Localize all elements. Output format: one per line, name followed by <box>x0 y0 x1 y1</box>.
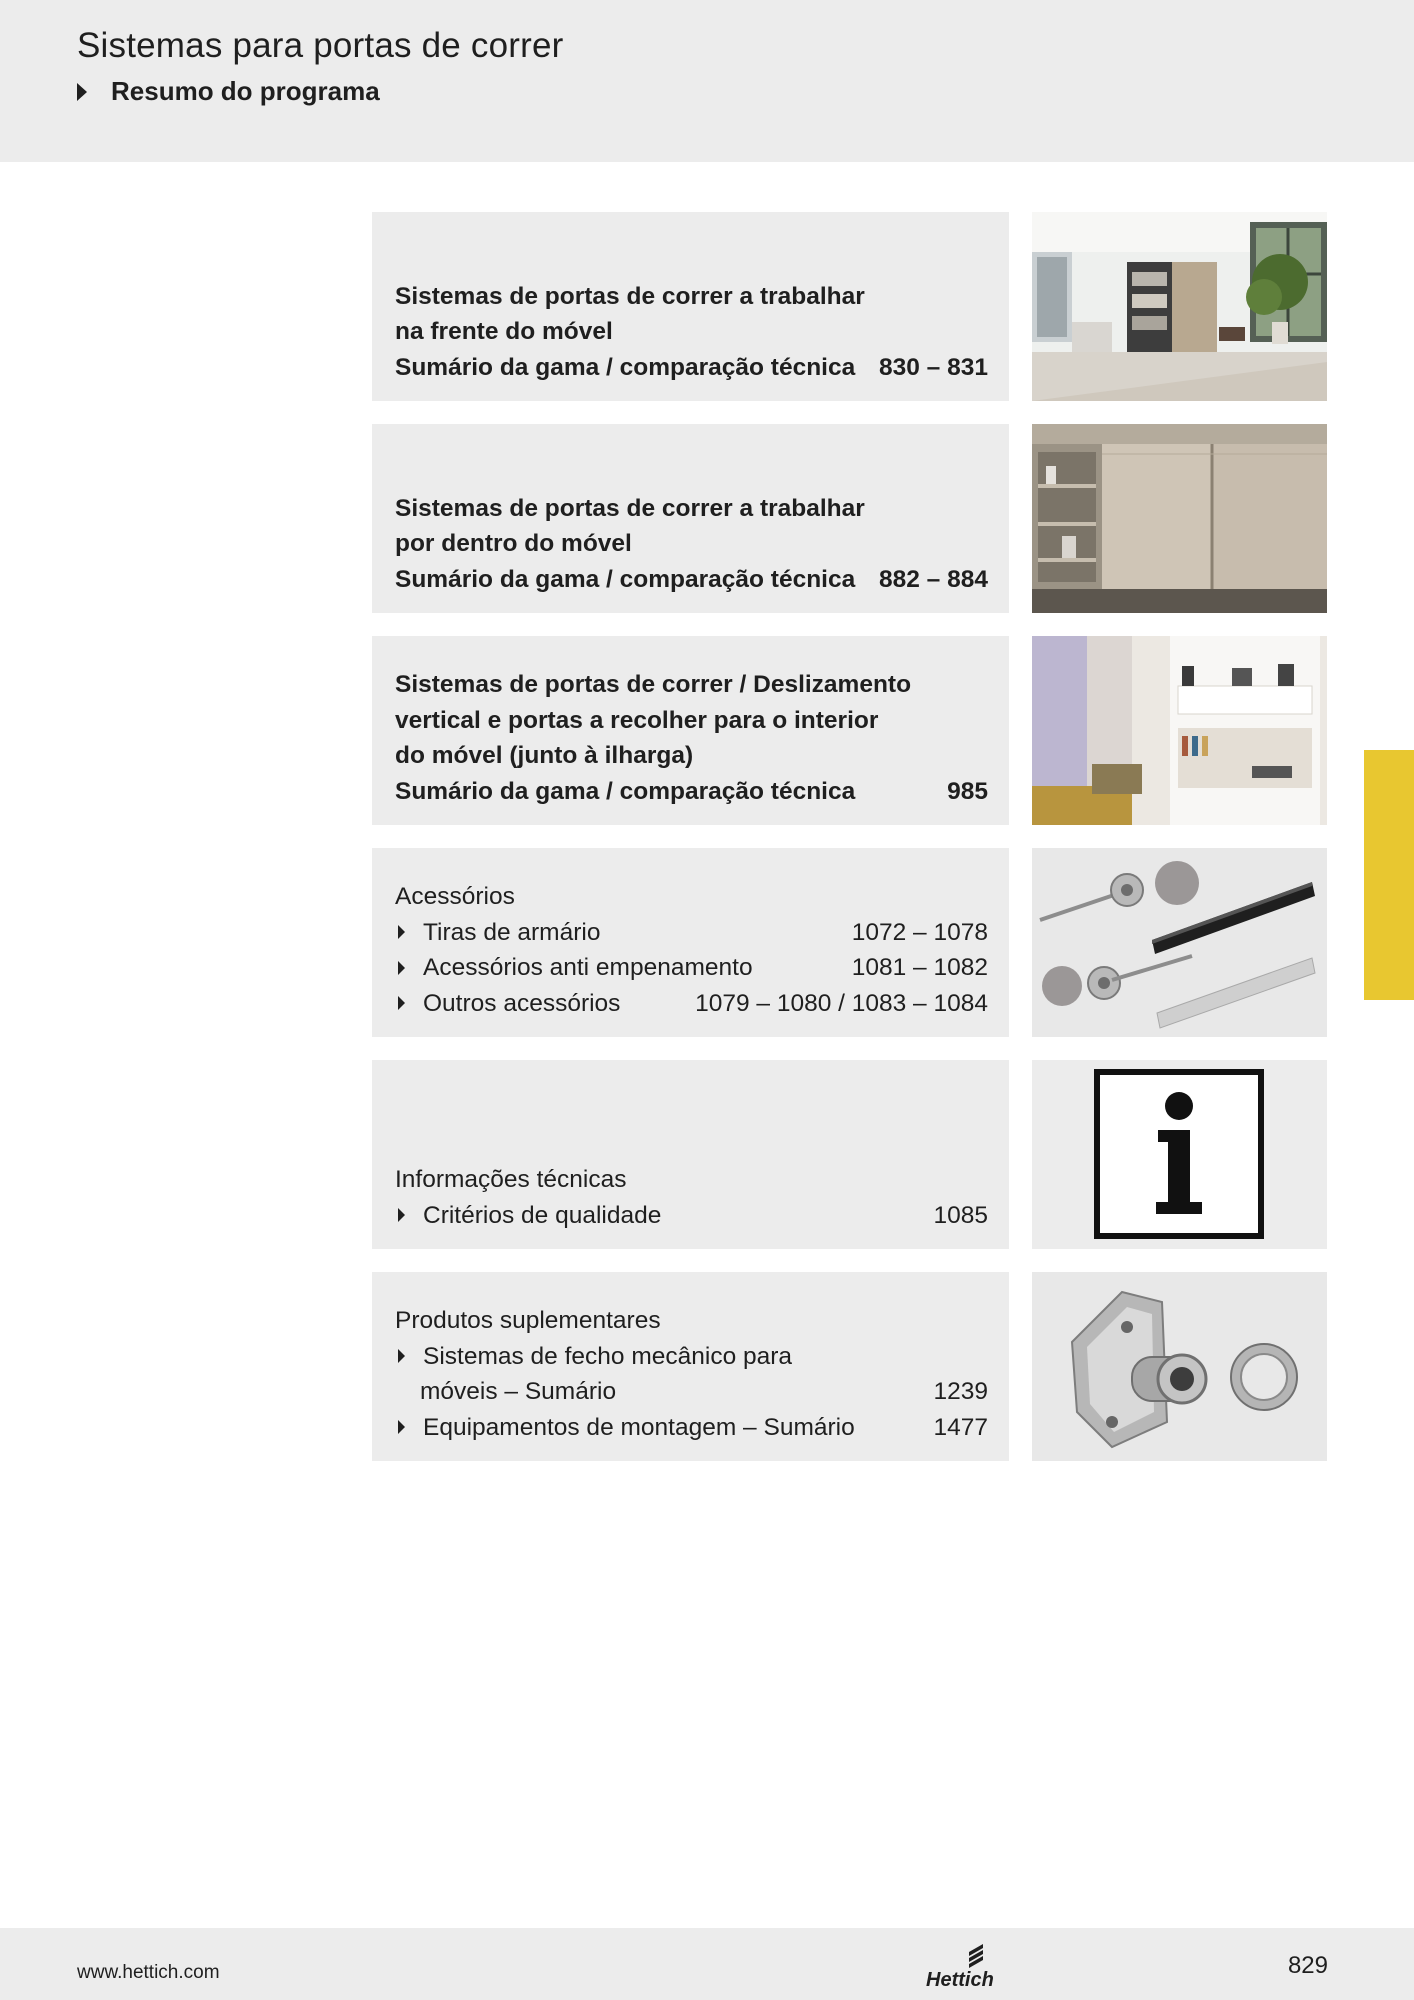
section-line: Sistemas de portas de correr / Deslizamento <box>395 671 912 698</box>
sliding-wardrobe-living-room-photo <box>1032 212 1327 401</box>
page-reference[interactable]: 1239 <box>933 1378 988 1405</box>
chapter-tab-marker <box>1364 750 1414 1000</box>
section-inside-sliding-systems[interactable] <box>372 424 1009 613</box>
page-reference[interactable]: 830 – 831 <box>879 353 988 381</box>
section-line: vertical e portas a recolher para o interior <box>395 706 879 734</box>
page-header <box>0 0 1414 162</box>
page-number: 829 <box>1287 1952 1328 1979</box>
section-heading: Produtos suplementares <box>395 1307 661 1334</box>
page-subtitle <box>77 76 380 107</box>
caret-right-icon <box>398 961 405 975</box>
section-heading: Acessórios <box>395 883 515 910</box>
list-item[interactable]: Outros acessórios 1079 – 1080 / 1083 – 1084 <box>395 986 988 1022</box>
page-reference[interactable]: 985 <box>947 777 988 805</box>
caret-right-icon <box>77 83 87 101</box>
info-icon <box>1032 1060 1327 1249</box>
section-line: na frente do móvel <box>395 318 613 345</box>
section-line: por dentro do móvel <box>395 530 632 557</box>
page-reference[interactable]: 1477 <box>933 1413 988 1441</box>
page-reference[interactable]: 882 – 884 <box>879 565 988 593</box>
section-line: Sumário da gama / comparação técnica 830 – 831 <box>395 350 988 386</box>
list-item[interactable]: Tiras de armário 1072 – 1078 <box>395 915 988 951</box>
list-item[interactable]: Sistemas de fecho mecânico para <box>395 1339 988 1375</box>
cabinet-lock-photo <box>1032 1272 1327 1461</box>
section-line: Sistemas de portas de correr a trabalhar <box>395 494 865 522</box>
page-reference[interactable]: 1079 – 1080 / 1083 – 1084 <box>695 989 988 1017</box>
section-heading: Informações técnicas <box>395 1166 627 1193</box>
white-shelf-unit-photo <box>1032 636 1327 825</box>
section-line: Sistemas de portas de correr a trabalhar <box>395 282 865 310</box>
caret-right-icon <box>398 1420 405 1434</box>
section-technical-info[interactable] <box>372 1060 1009 1249</box>
caret-right-icon <box>398 1349 405 1363</box>
page-reference[interactable]: 1072 – 1078 <box>851 918 988 946</box>
caret-right-icon <box>398 925 405 939</box>
svg-text:Hettich: Hettich <box>926 1969 994 1991</box>
caret-right-icon <box>398 996 405 1010</box>
section-front-sliding-systems[interactable] <box>372 212 1009 401</box>
wooden-sliding-cabinet-photo <box>1032 424 1327 613</box>
caret-right-icon <box>398 1208 405 1222</box>
section-vertical-pocket-doors[interactable] <box>372 636 1009 825</box>
section-line: Sumário da gama / comparação técnica 985 <box>395 774 988 810</box>
section-supplementary-products[interactable] <box>372 1272 1009 1461</box>
section-line: do móvel (junto à ilharga) <box>395 742 694 769</box>
hettich-logo <box>925 1942 997 1992</box>
section-line: Sumário da gama / comparação técnica 882 – 884 <box>395 562 988 598</box>
list-item[interactable]: Equipamentos de montagem – Sumário 1477 <box>395 1410 988 1446</box>
section-accessories[interactable] <box>372 848 1009 1037</box>
website-link[interactable]: www.hettich.com <box>77 1962 220 1983</box>
list-item[interactable]: Critérios de qualidade 1085 <box>395 1198 988 1234</box>
page-reference[interactable]: 1081 – 1082 <box>851 954 988 981</box>
page-title: Sistemas para portas de correr <box>77 26 564 65</box>
list-item[interactable]: Acessórios anti empenamento 1081 – 1082 <box>395 950 988 986</box>
page-subtitle-label: Resumo do programa <box>111 76 380 106</box>
page-footer <box>0 1928 1414 2000</box>
accessories-photo <box>1032 848 1327 1037</box>
list-item-continuation[interactable]: móveis – Sumário 1239 <box>395 1374 988 1410</box>
page-reference[interactable]: 1085 <box>933 1201 988 1229</box>
